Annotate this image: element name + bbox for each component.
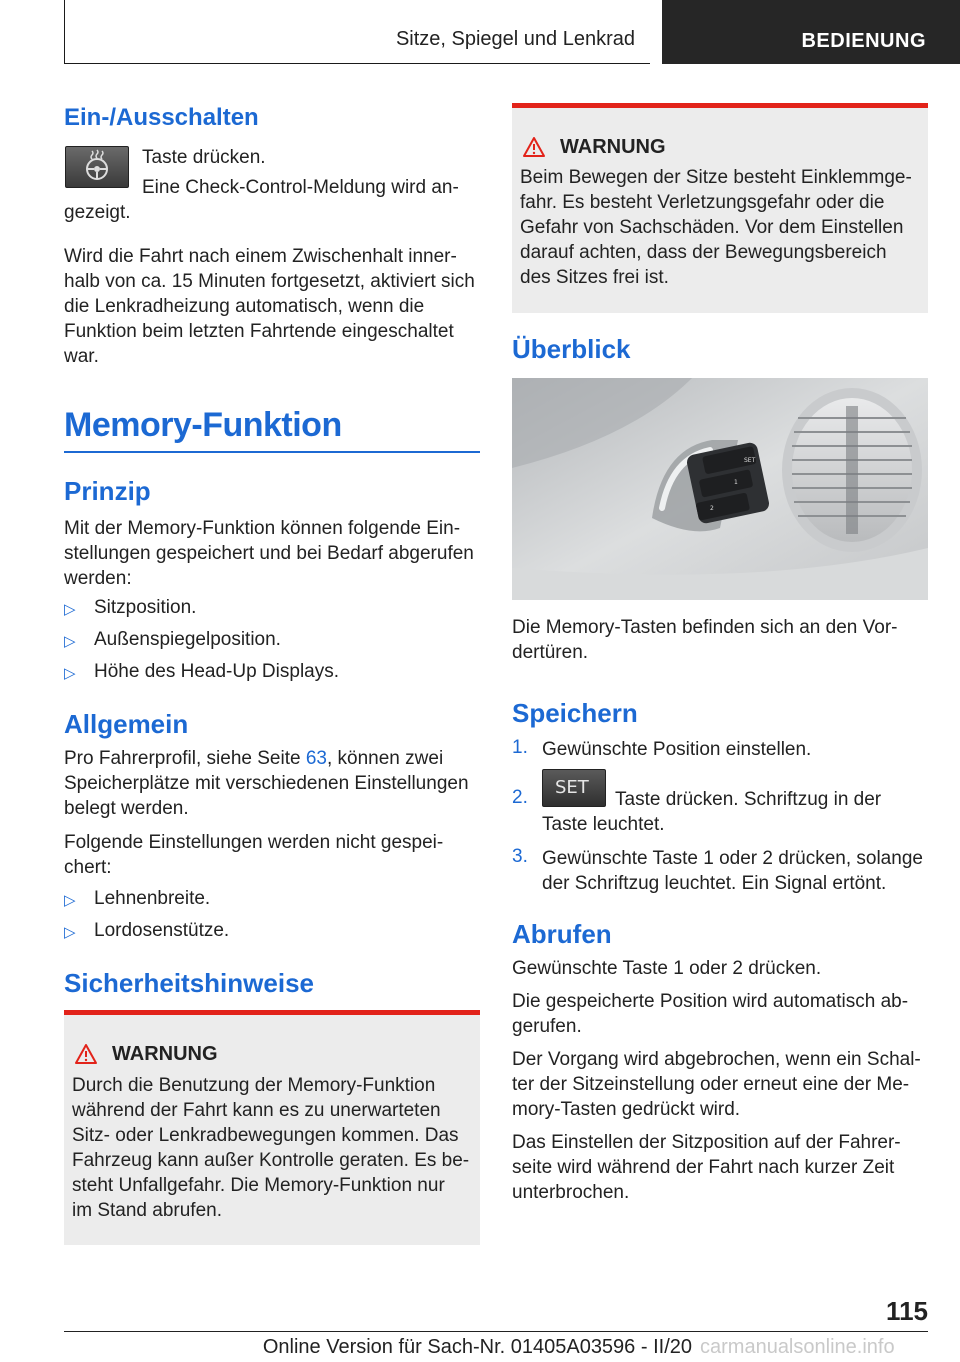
online-version-note: Online Version für Sach-Nr. 01405A03596 - II/20 [262, 1336, 692, 1358]
bullet-triangle-icon: ▷ [64, 665, 76, 682]
photo-label-2: 2 [710, 505, 714, 512]
heading-memory-funktion: Memory-Funktion [64, 406, 342, 444]
warning-text: Durch die Benutzung der Memory-Funktion während der Fahrt kann es zu unerwarteten Sitz- oder Lenkradbewegungen kommen. Das Fahrzeug kann außer Kontrolle geraten. Es be- steht Unfallgefahr. Die Memory-Funktion nur im Stand abrufen. [72, 1075, 470, 1221]
allgemein-paragraph-1: Pro Fahrerprofil, siehe Seite 63, können zwei Speicherplätze mit verschiedenen Einstellungen belegt werden. [64, 748, 469, 819]
numbered-step: 3. Gewünschte Taste 1 oder 2 drücken, solange der Schriftzug leuchtet. Ein Signal ertönt. [512, 846, 923, 894]
chapter-tab-label: BEDIENUNG [801, 30, 926, 52]
bullet-triangle-icon: ▷ [64, 892, 76, 909]
warning-box-seats [512, 103, 928, 313]
page-reference-link[interactable]: 63 [305, 748, 327, 769]
photo-label-set: SET [744, 457, 756, 464]
step2-line1: Taste drücken. Schriftzug in der [615, 789, 882, 810]
onoff-paragraph: Wird die Fahrt nach einem Zwischenhalt inner- halb von ca. 15 Minuten fortgesetzt, aktiviert sich die Lenkradheizung automatisch, wenn die Funktion beim letzten Fahrtende eingeschaltet war. [64, 246, 475, 367]
bullet-triangle-icon: ▷ [64, 601, 76, 618]
warning-triangle-icon [74, 1043, 98, 1065]
section-title: Sitze, Spiegel und Lenkrad [395, 28, 635, 50]
set-button-image [542, 769, 606, 807]
watermark: carmanualsonline.info [700, 1336, 895, 1358]
memory-heading-rule [64, 451, 480, 453]
steering-wheel-heat-icon [66, 147, 128, 187]
header-bottom-rule [64, 63, 650, 64]
heading-ein-ausschalten: Ein-/Ausschalten [64, 104, 259, 131]
heading-ueberblick: Überblick [512, 334, 631, 364]
abrufen-paragraphs: Gewünschte Taste 1 oder 2 drücken. Die gespeicherte Position wird automatisch ab- gerufen. Der Vorgang wird abgebrochen, wenn ein Schal- ter der Sitzeinstellung oder erneut eine der Me- mory-Tasten gedrückt wird. Das Einstellen der Sitzposition auf der Fahrer- seite wird während der Fahrt nach kurzer Zeit unterbrochen. [512, 958, 921, 1203]
heading-abrufen: Abrufen [512, 919, 612, 949]
onoff-step1: Taste drücken. [142, 147, 266, 168]
warning-title: WARNUNG [112, 1043, 218, 1065]
warning-box-memory [64, 1010, 480, 1245]
allgemein-paragraph-2: Folgende Einstellungen werden nicht gespei- chert: [64, 832, 444, 878]
bullet-triangle-icon: ▷ [64, 924, 76, 941]
set-button-label: SET [555, 777, 589, 798]
warning-text: Beim Bewegen der Sitze besteht Einklemmge- fahr. Es besteht Verletzungsgefahr oder die Gefahr von Sachschäden. Vor dem Einstellen darauf achten, dass der Bewegungsbereich des Sitzes frei ist. [520, 167, 912, 288]
numbered-step: 1. Gewünschte Position einstellen. [512, 737, 812, 760]
photo-caption: Die Memory-Tasten befinden sich an den Vor- dertüren. [512, 617, 898, 663]
heading-sicherheitshinweise: Sicherheitshinweise [64, 968, 314, 998]
footer-rule [64, 1331, 928, 1332]
page-number: 115 [886, 1296, 928, 1326]
step2-line2: Taste leuchtet. [542, 814, 665, 835]
prinzip-paragraph: Mit der Memory-Funktion können folgende Ein- stellungen gespeichert und bei Bedarf abgerufen werden: [64, 518, 474, 589]
memory-buttons-photo [512, 378, 928, 600]
heading-prinzip: Prinzip [64, 476, 151, 506]
steering-heat-button-image [65, 146, 129, 188]
bullet-triangle-icon: ▷ [64, 633, 76, 650]
photo-label-1: 1 [734, 479, 738, 486]
chapter-tab[interactable] [662, 0, 960, 64]
heading-allgemein: Allgemein [64, 709, 189, 739]
heading-speichern: Speichern [512, 698, 638, 728]
door-panel-illustration [512, 378, 928, 600]
header-left-rule [64, 0, 65, 64]
onoff-step2-line2: gezeigt. [64, 202, 131, 223]
warning-title: WARNUNG [560, 136, 666, 158]
onoff-step2-line1: Eine Check-Control-Meldung wird an- [142, 177, 459, 198]
warning-triangle-icon [522, 136, 546, 158]
